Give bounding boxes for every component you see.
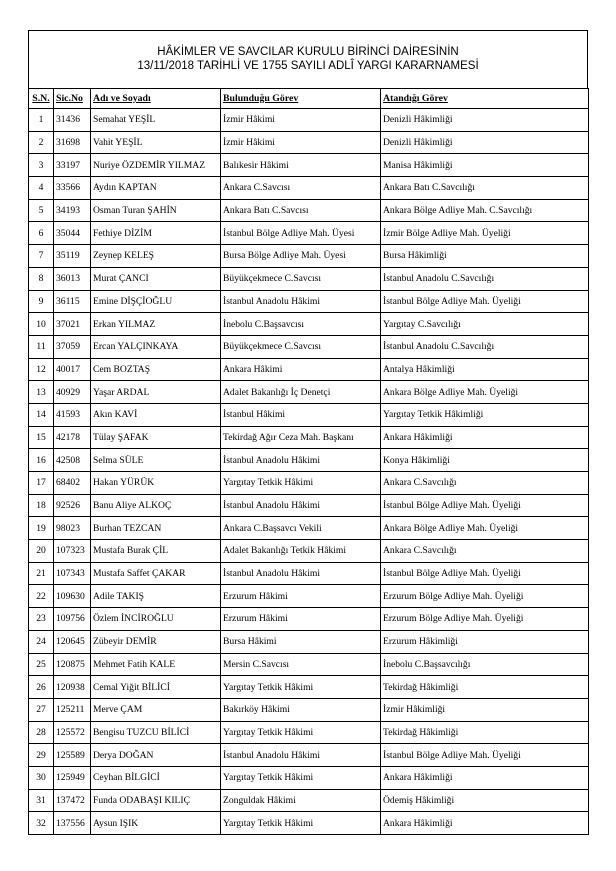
current-post-cell: Ankara Batı C.Savcısı	[221, 199, 381, 222]
sn-cell: 26	[29, 676, 54, 699]
name-cell: Emine DİŞÇİOĞLU	[91, 290, 221, 313]
sn-cell: 12	[29, 358, 54, 381]
sicil-cell: 31698	[54, 131, 91, 154]
current-post-cell: Yargıtay Tetkik Hâkimi	[221, 472, 381, 495]
assigned-post-cell: İstanbul Anadolu C.Savcılığı	[381, 267, 589, 290]
current-post-cell: Büyükçekmece C.Savcısı	[221, 267, 381, 290]
table-row	[29, 653, 589, 676]
table-row	[29, 562, 589, 585]
current-post-cell: Balıkesir Hâkimi	[221, 154, 381, 177]
sicil-cell: 37059	[54, 335, 91, 358]
sn-cell: 31	[29, 789, 54, 812]
current-post-cell: Zonguldak Hâkimi	[221, 789, 381, 812]
sn-cell: 30	[29, 766, 54, 789]
assigned-post-cell: Ankara Batı C.Savcılığı	[381, 177, 589, 200]
assigned-post-cell: Ankara Bölge Adliye Mah. Üyeliği	[381, 381, 589, 404]
sicil-cell: 35044	[54, 222, 91, 245]
name-cell: Zübeyir DEMİR	[91, 630, 221, 653]
current-post-cell: İstanbul Anadolu Hâkimi	[221, 744, 381, 767]
table-body	[29, 109, 589, 835]
name-cell: Vahit YEŞİL	[91, 131, 221, 154]
name-cell: Yaşar ARDAL	[91, 381, 221, 404]
assigned-post-cell: İstanbul Anadolu C.Savcılığı	[381, 335, 589, 358]
sn-cell: 22	[29, 585, 54, 608]
current-post-cell: Bursa Hâkimi	[221, 630, 381, 653]
sn-cell: 5	[29, 199, 54, 222]
sn-cell: 4	[29, 177, 54, 200]
column-header-sicil: Sic.No	[54, 89, 91, 109]
sicil-cell: 120938	[54, 676, 91, 699]
current-post-cell: İnebolu C.Başsavcısı	[221, 313, 381, 336]
current-post-cell: Erzurum Hâkimi	[221, 608, 381, 631]
current-post-cell: İstanbul Bölge Adliye Mah. Üyesi	[221, 222, 381, 245]
assigned-post-cell: Konya Hâkimliği	[381, 449, 589, 472]
column-header-sn: S.N.	[29, 89, 54, 109]
table-row	[29, 676, 589, 699]
sicil-cell: 98023	[54, 517, 91, 540]
sn-cell: 14	[29, 403, 54, 426]
sn-cell: 3	[29, 154, 54, 177]
assigned-post-cell: Erzurum Hâkimliği	[381, 630, 589, 653]
current-post-cell: Büyükçekmece C.Savcısı	[221, 335, 381, 358]
table-row	[29, 222, 589, 245]
assigned-post-cell: Ödemiş Hâkimliği	[381, 789, 589, 812]
name-cell: Burhan TEZCAN	[91, 517, 221, 540]
sicil-cell: 37021	[54, 313, 91, 336]
assigned-post-cell: Ankara C.Savcılığı	[381, 540, 589, 563]
table-row	[29, 358, 589, 381]
column-header-current-post: Bulunduğu Görev	[221, 89, 381, 109]
sn-cell: 11	[29, 335, 54, 358]
sn-cell: 2	[29, 131, 54, 154]
sicil-cell: 107343	[54, 562, 91, 585]
current-post-cell: Yargıtay Tetkik Hâkimi	[221, 676, 381, 699]
current-post-cell: Ankara C.Başsavcı Vekili	[221, 517, 381, 540]
table-row	[29, 789, 589, 812]
sicil-cell: 109756	[54, 608, 91, 631]
assigned-post-cell: İzmir Hâkimliği	[381, 698, 589, 721]
name-cell: Mehmet Fatih KALE	[91, 653, 221, 676]
assigned-post-cell: Manisa Hâkimliği	[381, 154, 589, 177]
name-cell: Ercan YALÇINKAYA	[91, 335, 221, 358]
assigned-post-cell: Erzurum Bölge Adliye Mah. Üyeliği	[381, 585, 589, 608]
table-row	[29, 608, 589, 631]
table-row	[29, 403, 589, 426]
sicil-cell: 68402	[54, 472, 91, 495]
assigned-post-cell: Ankara Hâkimliği	[381, 766, 589, 789]
name-cell: Adile TAKIŞ	[91, 585, 221, 608]
sn-cell: 9	[29, 290, 54, 313]
document-frame	[28, 30, 588, 835]
sicil-cell: 120645	[54, 630, 91, 653]
sicil-cell: 36115	[54, 290, 91, 313]
sicil-cell: 34193	[54, 199, 91, 222]
current-post-cell: Mersin C.Savcısı	[221, 653, 381, 676]
current-post-cell: İstanbul Anadolu Hâkimi	[221, 449, 381, 472]
sicil-cell: 137472	[54, 789, 91, 812]
sn-cell: 8	[29, 267, 54, 290]
sicil-cell: 109630	[54, 585, 91, 608]
table-row	[29, 472, 589, 495]
assigned-post-cell: Ankara Hâkimliği	[381, 426, 589, 449]
sicil-cell: 125949	[54, 766, 91, 789]
sicil-cell: 31436	[54, 109, 91, 132]
sn-cell: 1	[29, 109, 54, 132]
table-row	[29, 290, 589, 313]
sn-cell: 10	[29, 313, 54, 336]
assigned-post-cell: İstanbul Bölge Adliye Mah. Üyeliği	[381, 494, 589, 517]
sn-cell: 25	[29, 653, 54, 676]
assigned-post-cell: Tekirdağ Hâkimliği	[381, 721, 589, 744]
sn-cell: 19	[29, 517, 54, 540]
table-row	[29, 698, 589, 721]
name-cell: Bengisu TUZCU BİLİCİ	[91, 721, 221, 744]
assigned-post-cell: Yargıtay Tetkik Hâkimliği	[381, 403, 589, 426]
current-post-cell: Ankara Hâkimi	[221, 358, 381, 381]
sicil-cell: 107323	[54, 540, 91, 563]
name-cell: Banu Aliye ALKOÇ	[91, 494, 221, 517]
name-cell: Ceyhan BİLGİCİ	[91, 766, 221, 789]
table-row	[29, 517, 589, 540]
sn-cell: 18	[29, 494, 54, 517]
column-header-assigned-post: Atandığı Görev	[381, 89, 589, 109]
table-row	[29, 313, 589, 336]
table-row	[29, 131, 589, 154]
name-cell: Akın KAVİ	[91, 403, 221, 426]
assigned-post-cell: İnebolu C.Başsavcılığı	[381, 653, 589, 676]
table-row	[29, 335, 589, 358]
assigned-post-cell: Bursa Hâkimliği	[381, 245, 589, 268]
table-row	[29, 812, 589, 835]
assigned-post-cell: Tekirdağ Hâkimliği	[381, 676, 589, 699]
sicil-cell: 35119	[54, 245, 91, 268]
name-cell: Tülay ŞAFAK	[91, 426, 221, 449]
name-cell: Fethiye DİZİM	[91, 222, 221, 245]
assigned-post-cell: Denizli Hâkimliği	[381, 109, 589, 132]
current-post-cell: Yargıtay Tetkik Hâkimi	[221, 812, 381, 835]
assigned-post-cell: İstanbul Bölge Adliye Mah. Üyeliği	[381, 290, 589, 313]
current-post-cell: İstanbul Hâkimi	[221, 403, 381, 426]
name-cell: Mustafa Saffet ÇAKAR	[91, 562, 221, 585]
sn-cell: 21	[29, 562, 54, 585]
assigned-post-cell: Ankara Hâkimliği	[381, 812, 589, 835]
current-post-cell: Adalet Bakanlığı İç Denetçi	[221, 381, 381, 404]
name-cell: Osman Turan ŞAHİN	[91, 199, 221, 222]
name-cell: Murat ÇANCI	[91, 267, 221, 290]
current-post-cell: Adalet Bakanlığı Tetkik Hâkimi	[221, 540, 381, 563]
assigned-post-cell: İstanbul Bölge Adliye Mah. Üyeliği	[381, 744, 589, 767]
table-row	[29, 199, 589, 222]
name-cell: Erkan YILMAZ	[91, 313, 221, 336]
current-post-cell: İstanbul Anadolu Hâkimi	[221, 494, 381, 517]
sn-cell: 17	[29, 472, 54, 495]
column-header-name: Adı ve Soyadı	[91, 89, 221, 109]
table-header-row	[29, 89, 589, 109]
name-cell: Mustafa Burak ÇİL	[91, 540, 221, 563]
current-post-cell: Tekirdağ Ağır Ceza Mah. Başkanı	[221, 426, 381, 449]
sn-cell: 24	[29, 630, 54, 653]
name-cell: Derya DOĞAN	[91, 744, 221, 767]
table-row	[29, 426, 589, 449]
sicil-cell: 42178	[54, 426, 91, 449]
sn-cell: 23	[29, 608, 54, 631]
table-row	[29, 245, 589, 268]
current-post-cell: Ankara C.Savcısı	[221, 177, 381, 200]
table-row	[29, 154, 589, 177]
sicil-cell: 120875	[54, 653, 91, 676]
table-row	[29, 585, 589, 608]
current-post-cell: Erzurum Hâkimi	[221, 585, 381, 608]
table-row	[29, 109, 589, 132]
sn-cell: 32	[29, 812, 54, 835]
sicil-cell: 125211	[54, 698, 91, 721]
assigned-post-cell: Antalya Hâkimliği	[381, 358, 589, 381]
sn-cell: 20	[29, 540, 54, 563]
sicil-cell: 137556	[54, 812, 91, 835]
current-post-cell: İzmir Hâkimi	[221, 109, 381, 132]
current-post-cell: İstanbul Anadolu Hâkimi	[221, 290, 381, 313]
table-row	[29, 630, 589, 653]
table-row	[29, 721, 589, 744]
assigned-post-cell: Yargıtay C.Savcılığı	[381, 313, 589, 336]
table-row	[29, 766, 589, 789]
name-cell: Cem BOZTAŞ	[91, 358, 221, 381]
current-post-cell: Yargıtay Tetkik Hâkimi	[221, 721, 381, 744]
current-post-cell: Yargıtay Tetkik Hâkimi	[221, 766, 381, 789]
sn-cell: 16	[29, 449, 54, 472]
assigned-post-cell: Ankara C.Savcılığı	[381, 472, 589, 495]
document-header	[28, 30, 588, 88]
current-post-cell: İstanbul Anadolu Hâkimi	[221, 562, 381, 585]
sn-cell: 27	[29, 698, 54, 721]
name-cell: Zeynep KELEŞ	[91, 245, 221, 268]
table-row	[29, 177, 589, 200]
sicil-cell: 125572	[54, 721, 91, 744]
name-cell: Hakan YÜRÜK	[91, 472, 221, 495]
current-post-cell: İzmir Hâkimi	[221, 131, 381, 154]
sicil-cell: 40929	[54, 381, 91, 404]
table-row	[29, 494, 589, 517]
sicil-cell: 33197	[54, 154, 91, 177]
assigned-post-cell: Ankara Bölge Adliye Mah. C.Savcılığı	[381, 199, 589, 222]
sn-cell: 6	[29, 222, 54, 245]
title-line-2: 13/11/2018 TARİHLİ VE 1755 SAYILI ADLÎ YARGI KARARNAMESİ	[137, 60, 479, 72]
current-post-cell: Bursa Bölge Adliye Mah. Üyesi	[221, 245, 381, 268]
name-cell: Selma SÜLE	[91, 449, 221, 472]
sn-cell: 13	[29, 381, 54, 404]
current-post-cell: Bakırköy Hâkimi	[221, 698, 381, 721]
table-row	[29, 744, 589, 767]
name-cell: Funda ODABAŞI KILIÇ	[91, 789, 221, 812]
appointments-table	[28, 88, 589, 835]
assigned-post-cell: İzmir Bölge Adliye Mah. Üyeliği	[381, 222, 589, 245]
name-cell: Aysun IŞIK	[91, 812, 221, 835]
name-cell: Semahat YEŞİL	[91, 109, 221, 132]
sn-cell: 15	[29, 426, 54, 449]
table-row	[29, 381, 589, 404]
name-cell: Özlem İNCİROĞLU	[91, 608, 221, 631]
table-row	[29, 449, 589, 472]
sicil-cell: 33566	[54, 177, 91, 200]
assigned-post-cell: Denizli Hâkimliği	[381, 131, 589, 154]
assigned-post-cell: Ankara Bölge Adliye Mah. Üyeliği	[381, 517, 589, 540]
assigned-post-cell: Erzurum Bölge Adliye Mah. Üyeliği	[381, 608, 589, 631]
name-cell: Cemal Yiğit BİLİCİ	[91, 676, 221, 699]
sicil-cell: 36013	[54, 267, 91, 290]
name-cell: Nuriye ÖZDEMİR YILMAZ	[91, 154, 221, 177]
sn-cell: 28	[29, 721, 54, 744]
sicil-cell: 125589	[54, 744, 91, 767]
assigned-post-cell: İstanbul Bölge Adliye Mah. Üyeliği	[381, 562, 589, 585]
sn-cell: 7	[29, 245, 54, 268]
sn-cell: 29	[29, 744, 54, 767]
sicil-cell: 41593	[54, 403, 91, 426]
sicil-cell: 42508	[54, 449, 91, 472]
table-row	[29, 540, 589, 563]
name-cell: Aydın KAPTAN	[91, 177, 221, 200]
table-row	[29, 267, 589, 290]
name-cell: Merve ÇAM	[91, 698, 221, 721]
title-line-1: HÂKİMLER VE SAVCILAR KURULU BİRİNCİ DAİRESİNİN	[157, 46, 459, 58]
sicil-cell: 40017	[54, 358, 91, 381]
sicil-cell: 92526	[54, 494, 91, 517]
